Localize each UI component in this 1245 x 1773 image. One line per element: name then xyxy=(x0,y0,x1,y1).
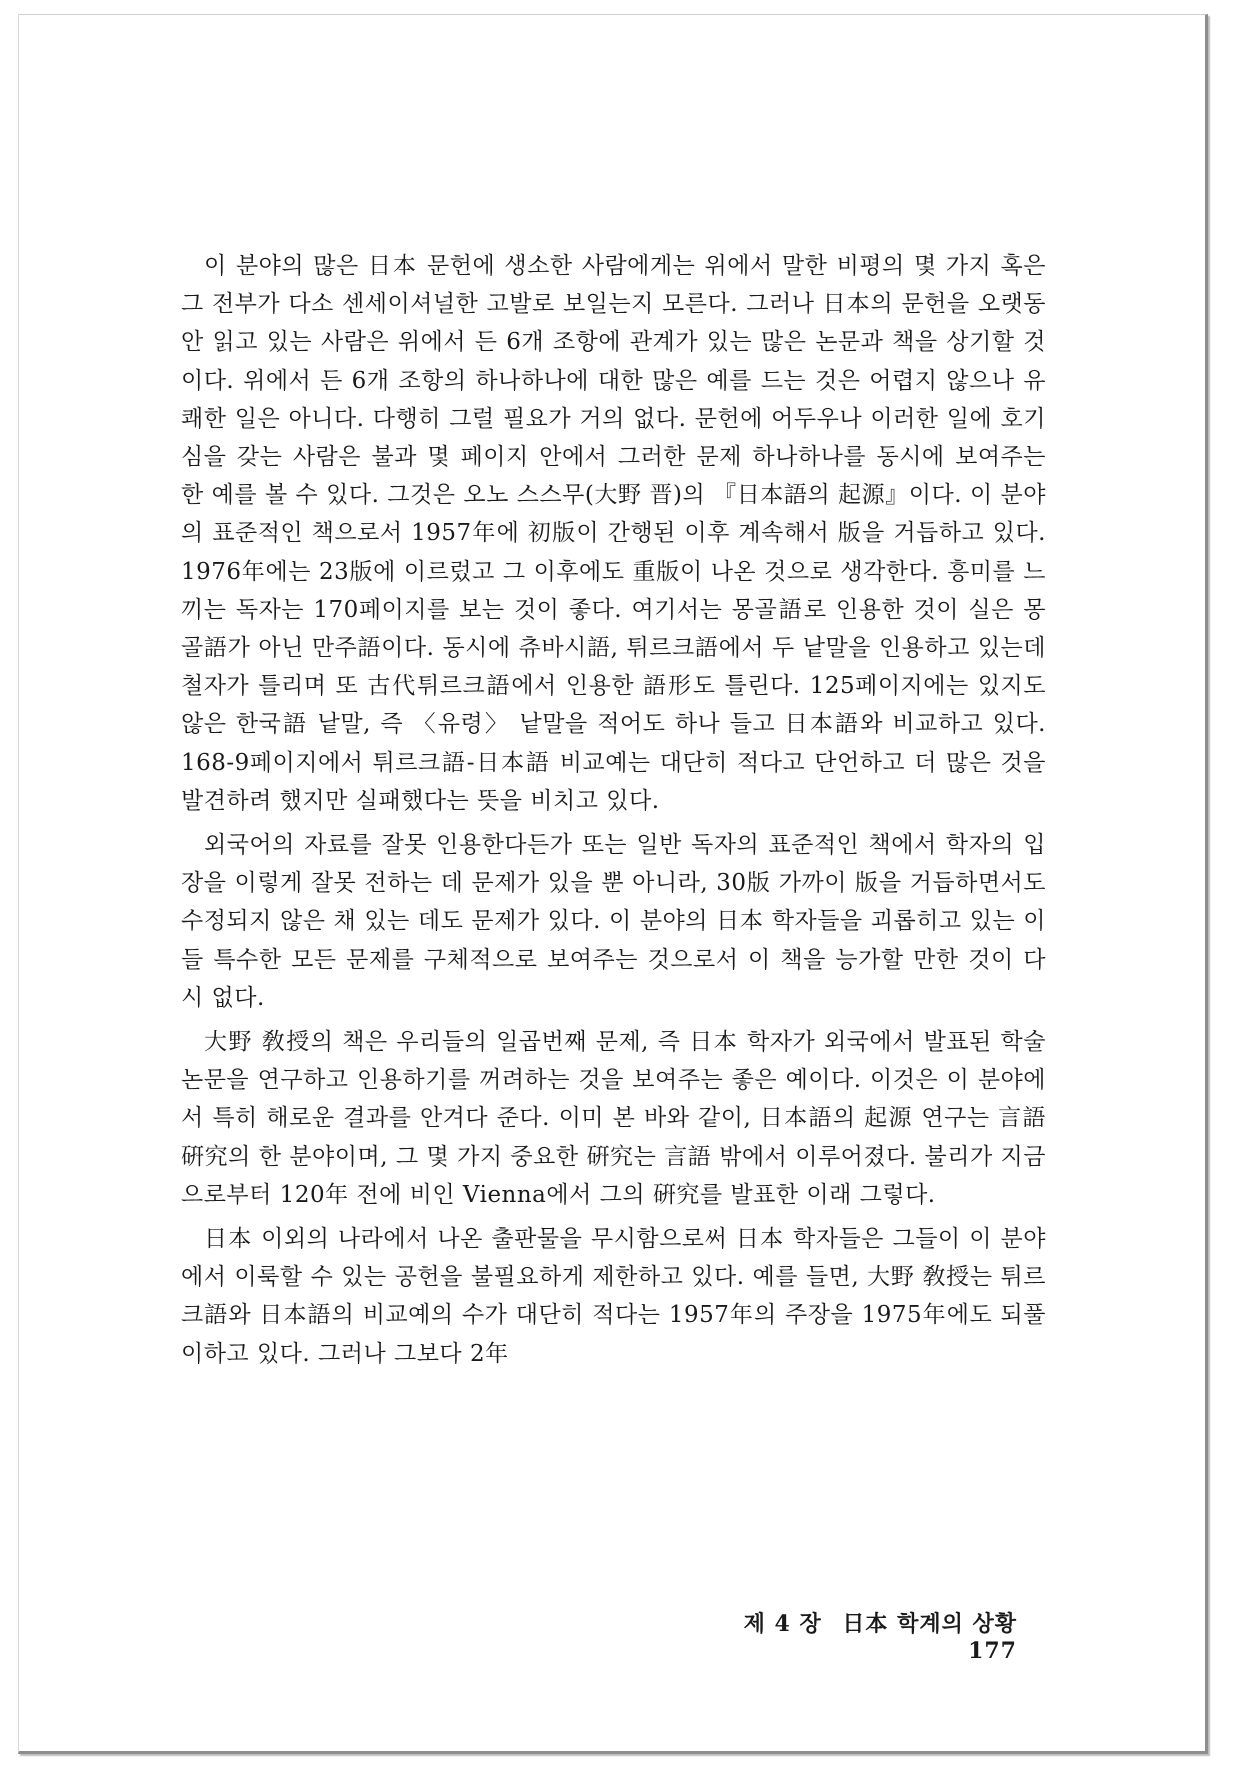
paragraph-2: 외국어의 자료를 잘못 인용한다든가 또는 일반 독자의 표준적인 책에서 학자의 입장을 이렇게 잘못 전하는 데 문제가 있을 뿐 아니라, 30版 가까이 版을 거듭하면서도 수정되지 않은 채 있는 데도 문제가 있다. 이 분야의 日本 학자들을 괴롭히고 있는 이들 특수한 모든 문제를 구체적으로 보여주는 것으로서 이 책을 능가할 만한 것이 다시 없다. xyxy=(181,832,1046,1011)
paragraph-1: 이 분야의 많은 日本 문헌에 생소한 사람에게는 위에서 말한 비평의 몇 가지 혹은 그 전부가 다소 센세이셔널한 고발로 보일는지 모른다. 그러나 日本의 문헌을 오랫동안 읽고 있는 사람은 위에서 든 6개 조항에 관계가 있는 많은 논문과 책을 상기할 것이다. 위에서 든 6개 조항의 하나하나에 대한 많은 예를 드는 것은 어렵지 않으나 유쾌한 일은 아니다. 다행히 그럴 필요가 거의 없다. 문헌에 어두우나 이러한 일에 호기심을 갖는 사람은 불과 몇 페이지 안에서 그러한 문제 하나하나를 동시에 보여주는 한 예를 볼 수 있다. 그것은 오노 스스무(大野 晋)의 『日本語의 起源』이다. 이 분야의 표준적인 책으로서 1957年에 初版이 간행된 이후 계속해서 版을 거듭하고 있다. 1976年에는 23版에 이르렀고 그 이후에도 重版이 나온 것으로 생각한다. 흥미를 느끼는 독자는 170페이지를 보는 것이 좋다. 여기서는 몽골語로 인용한 것이 실은 몽골語가 아닌 만주語이다. 동시에 츄바시語, 튀르크語에서 두 낱말을 인용하고 있는데 철자가 틀리며 또 古代튀르크語에서 인용한 語形도 틀린다. 125페이지에는 있지도 않은 한국語 낱말, 즉 〈유령〉 낱말을 적어도 하나 들고 日本語와 비교하고 있다. 168-9페이지에서 튀르크語-日本語 비교예는 대단히 적다고 단언하고 더 많은 것을 발견하려 했지만 실패했다는 뜻을 비치고 있다. xyxy=(181,253,1046,814)
paragraph-4: 日本 이외의 나라에서 나온 출판물을 무시함으로써 日本 학자들은 그들이 이 분야에서 이룩할 수 있는 공헌을 불필요하게 제한하고 있다. 예를 들면, 大野 敎授는 튀르크語와 日本語의 비교예의 수가 대단히 적다는 1957年의 주장을 1975年에도 되풀이하고 있다. 그러나 그보다 2年 xyxy=(181,1226,1046,1367)
footer-title: 日本 학계의 상황 xyxy=(842,1611,1017,1637)
running-footer xyxy=(667,1607,1017,1664)
footer-chapter: 제 4 장 xyxy=(743,1611,822,1637)
body-text xyxy=(181,247,1046,1379)
book-page xyxy=(18,14,1208,1754)
paragraph-3: 大野 敎授의 책은 우리들의 일곱번째 문제, 즉 日本 학자가 외국에서 발표된 학술논문을 연구하고 인용하기를 꺼려하는 것을 보여주는 좋은 예이다. 이것은 이 분야에서 특히 해로운 결과를 안겨다 준다. 이미 본 바와 같이, 日本語의 起源 연구는 言語硏究의 한 분야이며, 그 몇 가지 중요한 硏究는 言語 밖에서 이루어졌다. 불리가 지금으로부터 120年 전에 비인 Vienna에서 그의 硏究를 발표한 이래 그렇다. xyxy=(181,1029,1046,1208)
page-number: 177 xyxy=(968,1638,1017,1664)
